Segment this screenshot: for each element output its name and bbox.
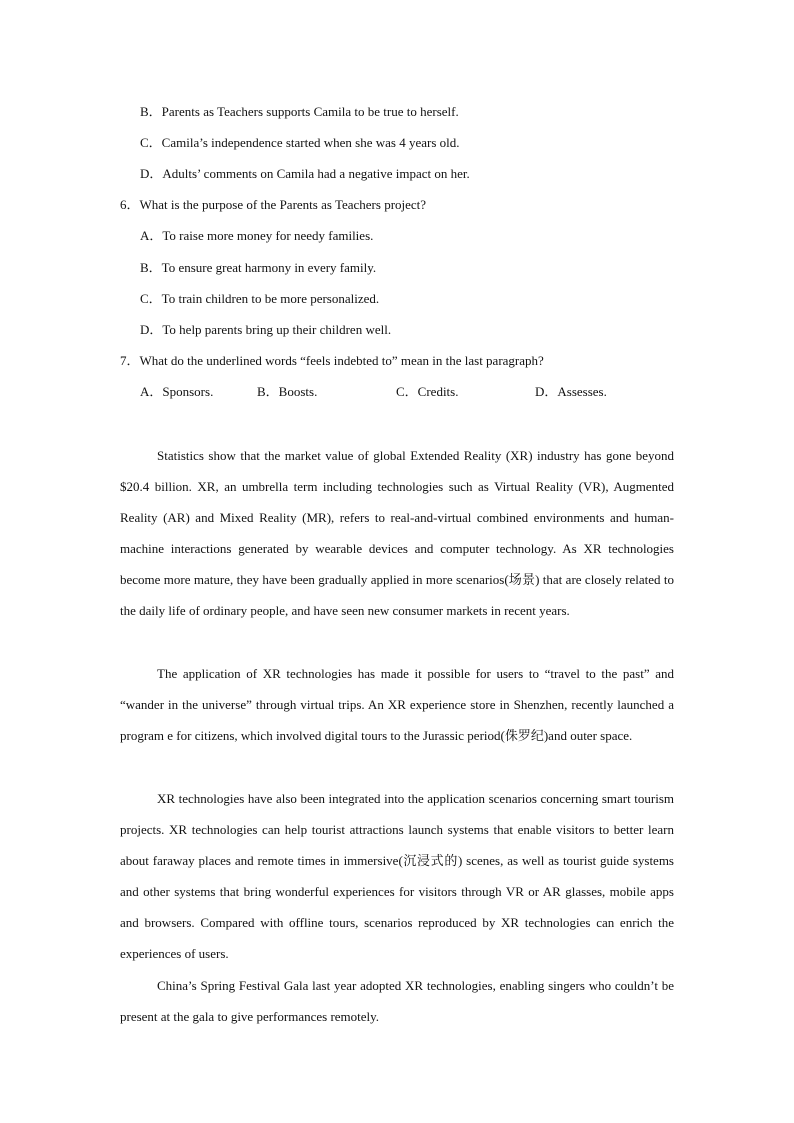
q7-stem: 7．What do the underlined words “feels indebted to” mean in the last paragraph?: [120, 353, 544, 368]
q6-option-a: A．To raise more money for needy families.: [140, 228, 374, 243]
q6-option-c: C．To train children to be more personalized.: [140, 291, 380, 306]
q7-option-d: D．Assesses.: [535, 384, 607, 399]
q6-stem: 6．What is the purpose of the Parents as Teachers project?: [120, 197, 427, 212]
q7-option-b: B．Boosts.: [257, 384, 318, 399]
passage-paragraph-2: The application of XR technologies has made it possible for users to “travel to the past” and “wander in the universe” through virtual trips. An XR experience store in Shenzhen, recently launched a program e for citizens, which involved digital tours to the Jurassic period(侏罗纪)and outer space.: [120, 666, 674, 743]
q5-option-c: C．Camila’s independence started when she was 4 years old.: [140, 135, 460, 150]
q7-option-a: A．Sponsors.: [140, 384, 214, 399]
passage-paragraph-3: XR technologies have also been integrated into the application scenarios concerning smart tourism projects. XR technologies can help tourist attractions launch systems that enable visitors to better learn about faraway places and remote times in immersive(沉浸式的) scenes, as well as tourist guide systems and other systems that bring wonderful experiences for visitors through VR or AR glasses, mobile apps and browsers. Compared with offline tours, scenarios reproduced by XR technologies can enrich the experiences of users.: [120, 791, 674, 961]
q5-option-d: D．Adults’ comments on Camila had a negative impact on her.: [140, 166, 470, 181]
passage-paragraph-1: Statistics show that the market value of global Extended Reality (XR) industry has gone beyond $20.4 billion. XR, an umbrella term including technologies such as Virtual Reality (VR), Augmented Reality (AR) and Mixed Reality (MR), refers to real-and-virtual combined environments and human-machine interactions generated by wearable devices and computer technology. As XR technologies become more mature, they have been gradually applied in more scenarios(场景) that are closely related to the daily life of ordinary people, and have seen new consumer markets in recent years.: [120, 448, 674, 618]
q7-option-c: C．Credits.: [396, 384, 459, 399]
q6-option-d: D．To help parents bring up their children well.: [140, 322, 392, 337]
passage-paragraph-4: China’s Spring Festival Gala last year adopted XR technologies, enabling singers who couldn’t be present at the gala to give performances remotely.: [120, 978, 674, 1024]
q5-option-b: B．Parents as Teachers supports Camila to be true to herself.: [140, 104, 459, 119]
q7-options: [140, 384, 660, 400]
q6-option-b: B．To ensure great harmony in every family.: [140, 260, 377, 275]
